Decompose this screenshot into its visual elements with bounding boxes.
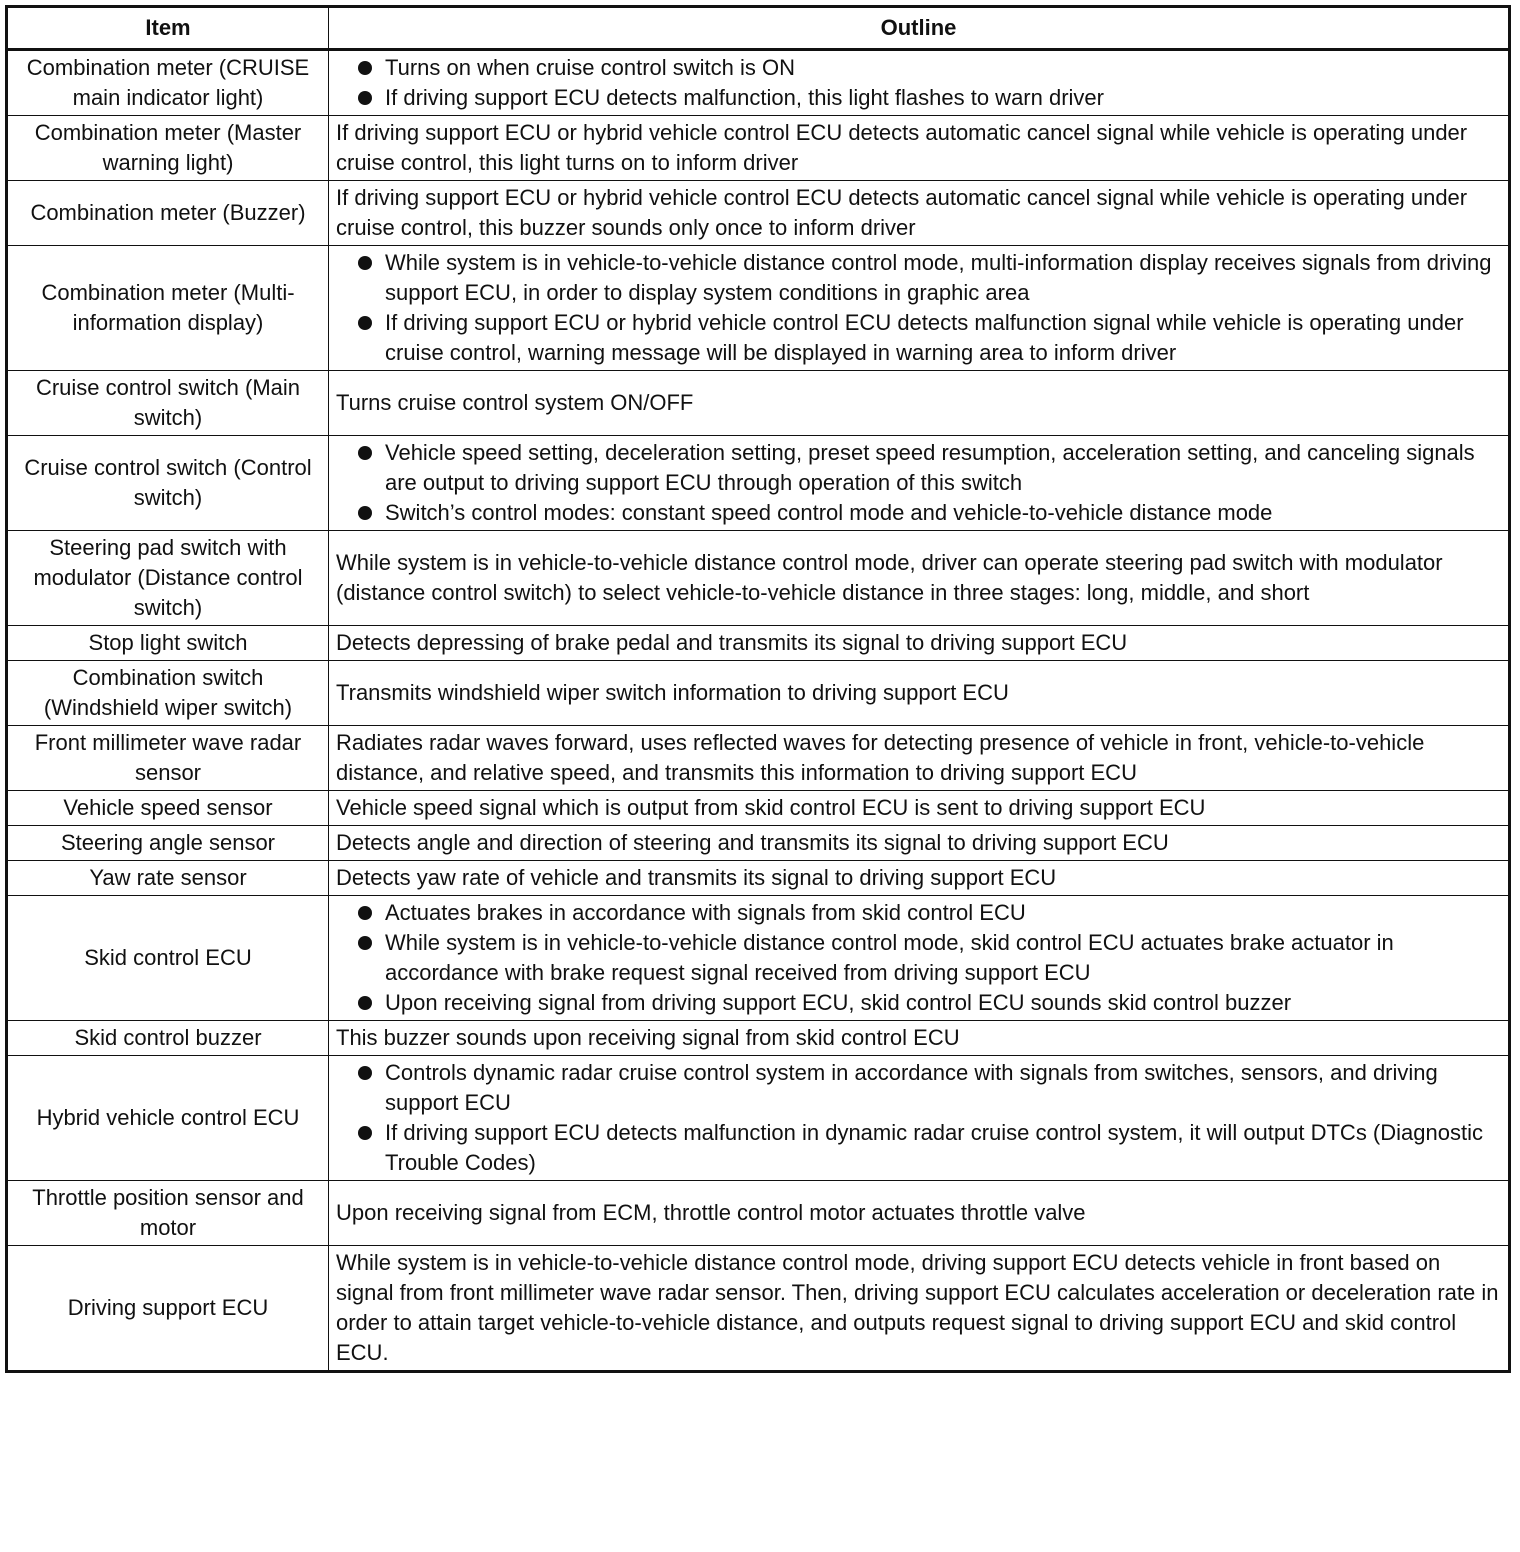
table-row <box>7 826 1510 861</box>
item-cell: Combination meter (Master warning light) <box>7 116 329 181</box>
item-cell: Stop light switch <box>7 626 329 661</box>
bullet-icon <box>358 1126 372 1140</box>
bullet-text: Upon receiving signal from driving support ECU, skid control ECU sounds skid control buzzer <box>385 990 1292 1015</box>
bullet-text: While system is in vehicle-to-vehicle distance control mode, skid control ECU actuates brake actuator in accordance with brake request signal received from driving support ECU <box>385 930 1394 985</box>
bullet-icon <box>358 1066 372 1080</box>
outline-cell: If driving support ECU or hybrid vehicle control ECU detects automatic cancel signal while vehicle is operating under cruise control, this light turns on to inform driver <box>329 116 1510 181</box>
bullet-text: Turns on when cruise control switch is ON <box>385 55 795 80</box>
table-row <box>7 791 1510 826</box>
item-cell: Hybrid vehicle control ECU <box>7 1056 329 1181</box>
table-row <box>7 1181 1510 1246</box>
list-item <box>336 928 1503 988</box>
table-row <box>7 246 1510 371</box>
item-cell: Combination switch (Windshield wiper switch) <box>7 661 329 726</box>
table-row <box>7 661 1510 726</box>
outline-cell: If driving support ECU or hybrid vehicle control ECU detects automatic cancel signal while vehicle is operating under cruise control, this buzzer sounds only once to inform driver <box>329 181 1510 246</box>
table-row <box>7 181 1510 246</box>
item-cell: Driving support ECU <box>7 1246 329 1372</box>
table-row <box>7 436 1510 531</box>
table-row <box>7 1021 1510 1056</box>
bullet-list <box>336 438 1503 528</box>
outline-cell: Transmits windshield wiper switch information to driving support ECU <box>329 661 1510 726</box>
list-item <box>336 898 1503 928</box>
bullet-icon <box>358 936 372 950</box>
bullet-list <box>336 248 1503 368</box>
item-cell: Combination meter (Multi-information display) <box>7 246 329 371</box>
outline-column-header: Outline <box>329 7 1510 50</box>
outline-cell: Detects yaw rate of vehicle and transmits its signal to driving support ECU <box>329 861 1510 896</box>
bullet-text: If driving support ECU detects malfunction, this light flashes to warn driver <box>385 85 1104 110</box>
item-column-header: Item <box>7 7 329 50</box>
table-row <box>7 1056 1510 1181</box>
bullet-list <box>336 1058 1503 1178</box>
bullet-icon <box>358 906 372 920</box>
item-cell: Steering pad switch with modulator (Distance control switch) <box>7 531 329 626</box>
bullet-text: Actuates brakes in accordance with signals from skid control ECU <box>385 900 1026 925</box>
table-row <box>7 896 1510 1021</box>
list-item <box>336 438 1503 498</box>
outline-cell <box>329 50 1510 116</box>
table-row <box>7 861 1510 896</box>
item-cell: Skid control buzzer <box>7 1021 329 1056</box>
outline-cell: Upon receiving signal from ECM, throttle control motor actuates throttle valve <box>329 1181 1510 1246</box>
system-components-table <box>5 5 1511 1373</box>
outline-cell: While system is in vehicle-to-vehicle distance control mode, driver can operate steering pad switch with modulator (distance control switch) to select vehicle-to-vehicle distance in three stages: long, middle, and short <box>329 531 1510 626</box>
list-item <box>336 53 1503 83</box>
outline-cell: Detects angle and direction of steering and transmits its signal to driving support ECU <box>329 826 1510 861</box>
outline-cell <box>329 1056 1510 1181</box>
item-cell: Steering angle sensor <box>7 826 329 861</box>
bullet-text: Switch’s control modes: constant speed control mode and vehicle-to-vehicle distance mode <box>385 500 1273 525</box>
list-item <box>336 1118 1503 1178</box>
bullet-text: Controls dynamic radar cruise control system in accordance with signals from switches, sensors, and driving support ECU <box>385 1060 1438 1115</box>
bullet-icon <box>358 316 372 330</box>
table-row <box>7 531 1510 626</box>
bullet-text: Vehicle speed setting, deceleration setting, preset speed resumption, acceleration setting, and canceling signals are output to driving support ECU through operation of this switch <box>385 440 1475 495</box>
outline-cell <box>329 896 1510 1021</box>
table-row <box>7 116 1510 181</box>
table-row <box>7 626 1510 661</box>
outline-cell: Radiates radar waves forward, uses reflected waves for detecting presence of vehicle in front, vehicle-to-vehicle distance, and relative speed, and transmits this information to driving support ECU <box>329 726 1510 791</box>
bullet-text: If driving support ECU or hybrid vehicle control ECU detects malfunction signal while vehicle is operating under cruise control, warning message will be displayed in warning area to inform driver <box>385 310 1464 365</box>
outline-cell: While system is in vehicle-to-vehicle distance control mode, driving support ECU detects vehicle in front based on signal from front millimeter wave radar sensor. Then, driving support ECU calculates acceleration or deceleration rate in order to attain target vehicle-to-vehicle distance, and outputs request signal to driving support ECU and skid control ECU. <box>329 1246 1510 1372</box>
bullet-icon <box>358 506 372 520</box>
outline-cell <box>329 436 1510 531</box>
table-row <box>7 726 1510 791</box>
list-item <box>336 83 1503 113</box>
item-cell: Yaw rate sensor <box>7 861 329 896</box>
bullet-icon <box>358 996 372 1010</box>
outline-cell: Vehicle speed signal which is output from skid control ECU is sent to driving support ECU <box>329 791 1510 826</box>
header-row <box>7 7 1510 50</box>
item-cell: Combination meter (Buzzer) <box>7 181 329 246</box>
bullet-icon <box>358 91 372 105</box>
bullet-icon <box>358 446 372 460</box>
outline-cell: Turns cruise control system ON/OFF <box>329 371 1510 436</box>
table-row <box>7 50 1510 116</box>
outline-cell <box>329 246 1510 371</box>
bullet-list <box>336 898 1503 1018</box>
list-item <box>336 248 1503 308</box>
bullet-text: If driving support ECU detects malfunction in dynamic radar cruise control system, it will output DTCs (Diagnostic Trouble Codes) <box>385 1120 1483 1175</box>
bullet-text: While system is in vehicle-to-vehicle distance control mode, multi-information display receives signals from driving support ECU, in order to display system conditions in graphic area <box>385 250 1492 305</box>
item-cell: Front millimeter wave radar sensor <box>7 726 329 791</box>
bullet-icon <box>358 256 372 270</box>
table-row <box>7 1246 1510 1372</box>
list-item <box>336 988 1503 1018</box>
item-cell: Skid control ECU <box>7 896 329 1021</box>
item-cell: Combination meter (CRUISE main indicator light) <box>7 50 329 116</box>
item-cell: Vehicle speed sensor <box>7 791 329 826</box>
item-cell: Cruise control switch (Main switch) <box>7 371 329 436</box>
bullet-icon <box>358 61 372 75</box>
bullet-list <box>336 53 1503 113</box>
list-item <box>336 1058 1503 1118</box>
list-item <box>336 498 1503 528</box>
table-row <box>7 371 1510 436</box>
list-item <box>336 308 1503 368</box>
outline-cell: Detects depressing of brake pedal and transmits its signal to driving support ECU <box>329 626 1510 661</box>
item-cell: Cruise control switch (Control switch) <box>7 436 329 531</box>
outline-cell: This buzzer sounds upon receiving signal from skid control ECU <box>329 1021 1510 1056</box>
item-cell: Throttle position sensor and motor <box>7 1181 329 1246</box>
